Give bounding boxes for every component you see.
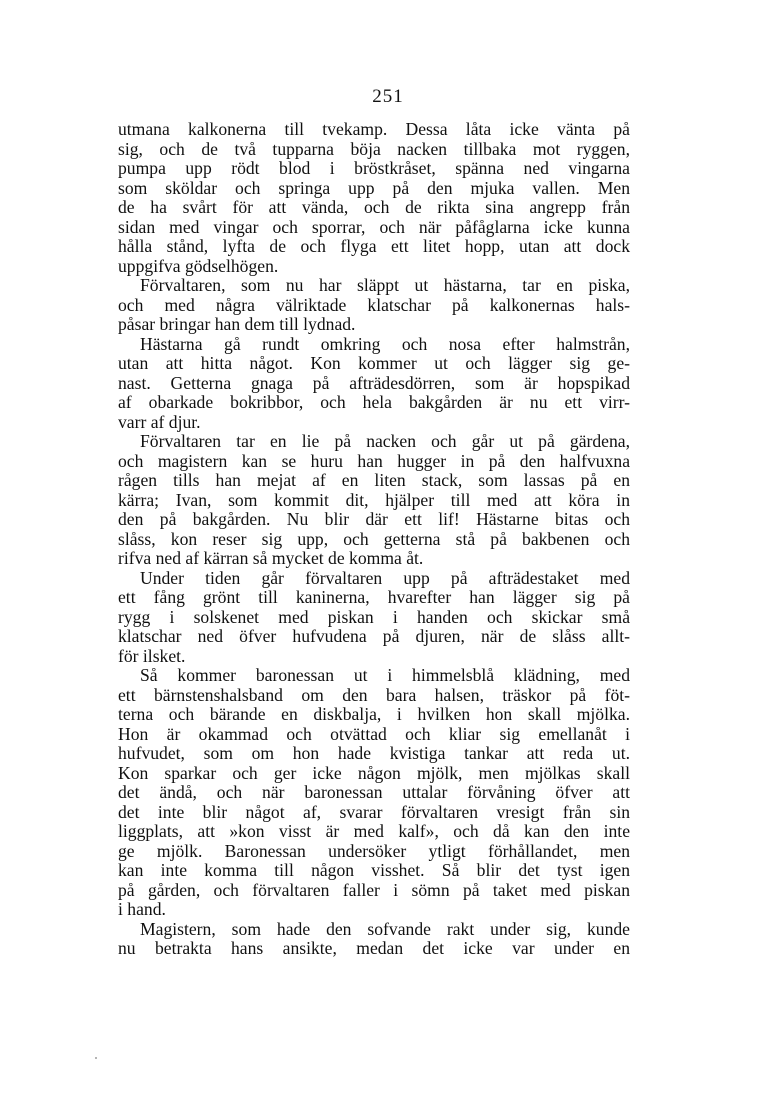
text-line: rifva ned af kärran så mycket de komma åt. [118, 548, 424, 568]
text-line: sig, och de två tupparna böja nacken tillbaka mot ryggen, [118, 138, 630, 159]
text-line: klatschar ned öfver hufvudena på djuren, när de slåss allt- [118, 626, 630, 646]
text-line: Kon sparkar och ger icke någon mjölk, men mjölkas skall [118, 762, 630, 783]
text-line: och magistern kan se huru han hugger in på den halfvuxna [118, 450, 630, 471]
text-line: Hon är okammad och otvättad och kliar sig emellanåt i [118, 723, 630, 744]
text-line: utan att hitta något. Kon kommer ut och lägger sig ge- [118, 353, 630, 373]
paper-speck [95, 1057, 97, 1059]
text-line: det inte blir något af, svarar förvaltaren vresigt från sin [118, 801, 630, 822]
text-line: Förvaltaren tar en lie på nacken och går ut på gärdena, [140, 431, 630, 451]
text-line: varr af djur. [118, 411, 201, 432]
text-line: hålla stånd, lyfta de och flyga ett litet hopp, utan att dock [118, 236, 630, 256]
text-line: af obarkade bokribbor, och hela bakgården är nu ett virr- [118, 392, 630, 412]
text-line: ge mjölk. Baronessan undersöker ytligt förhållandet, men [118, 840, 630, 861]
text-line: Så kommer baronessan ut i himmelsblå klädning, med [140, 665, 630, 685]
text-line: för ilsket. [118, 645, 186, 666]
text-line: sidan med vingar och sporrar, och när påfåglarna icke kunna [118, 216, 630, 237]
text-line: i hand. [118, 899, 166, 919]
text-line: nast. Getterna gnaga på afträdesdörren, som är hopspikad [118, 372, 630, 393]
text-line: ett fång grönt till kaninerna, hvarefter han lägger sig på [118, 587, 630, 607]
text-line: ett bärnstenshalsband om den bara halsen, träskor på föt- [118, 684, 630, 705]
text-line: rågen tills han mejat af en liten stack, som lassas på en [118, 470, 630, 490]
text-line: pumpa upp rödt blod i bröstkråset, spänna ned vingarna [118, 158, 630, 178]
text-line: Magistern, som hade den sofvande rakt under sig, kunde [140, 918, 630, 939]
text-line: hufvudet, som om hon hade kvistiga tankar att reda ut. [118, 743, 630, 763]
text-line: rygg i solskenet med piskan i handen och skickar små [118, 606, 630, 627]
body-text [118, 120, 630, 959]
text-line: terna och bärande en diskbalja, i hvilken hon skall mjölka. [118, 704, 630, 724]
text-line: Hästarna gå rundt omkring och nosa efter halmstrån, [140, 333, 630, 354]
text-line: den på bakgården. Nu blir där ett lif! Hästarne bitas och [118, 509, 630, 529]
text-line: slåss, kon reser sig upp, och getterna stå på bakbenen och [118, 528, 630, 549]
text-line: och med några välriktade klatschar på kalkonernas hals- [118, 294, 630, 315]
text-line: påsar bringar han dem till lydnad. [118, 314, 356, 334]
text-line: kärra; Ivan, som kommit dit, hjälper till med att köra in [118, 489, 630, 510]
page-number: 251 [372, 86, 404, 107]
text-line: på gården, och förvaltaren faller i sömn på taket med piskan [118, 879, 630, 900]
text-line: nu betrakta hans ansikte, medan det icke var under en [118, 938, 630, 958]
text-line: Under tiden går förvaltaren upp på afträdestaket med [140, 567, 630, 588]
text-line: utmana kalkonerna till tvekamp. Dessa låta icke vänta på [118, 119, 630, 139]
text-line: de ha svårt för att vända, och de rikta sina angrepp från [118, 197, 630, 217]
text-line: kan inte komma till någon visshet. Så blir det tyst igen [118, 860, 630, 880]
text-line: Förvaltaren, som nu har släppt ut hästarna, tar en piska, [140, 275, 630, 295]
text-line: uppgifva gödselhögen. [118, 255, 279, 276]
text-line: som sköldar och springa upp på den mjuka vallen. Men [118, 177, 630, 198]
text-line: det ändå, och när baronessan uttalar förvåning öfver att [118, 782, 630, 802]
text-line: liggplats, att »kon visst är med kalf», och då kan den inte [118, 821, 630, 841]
